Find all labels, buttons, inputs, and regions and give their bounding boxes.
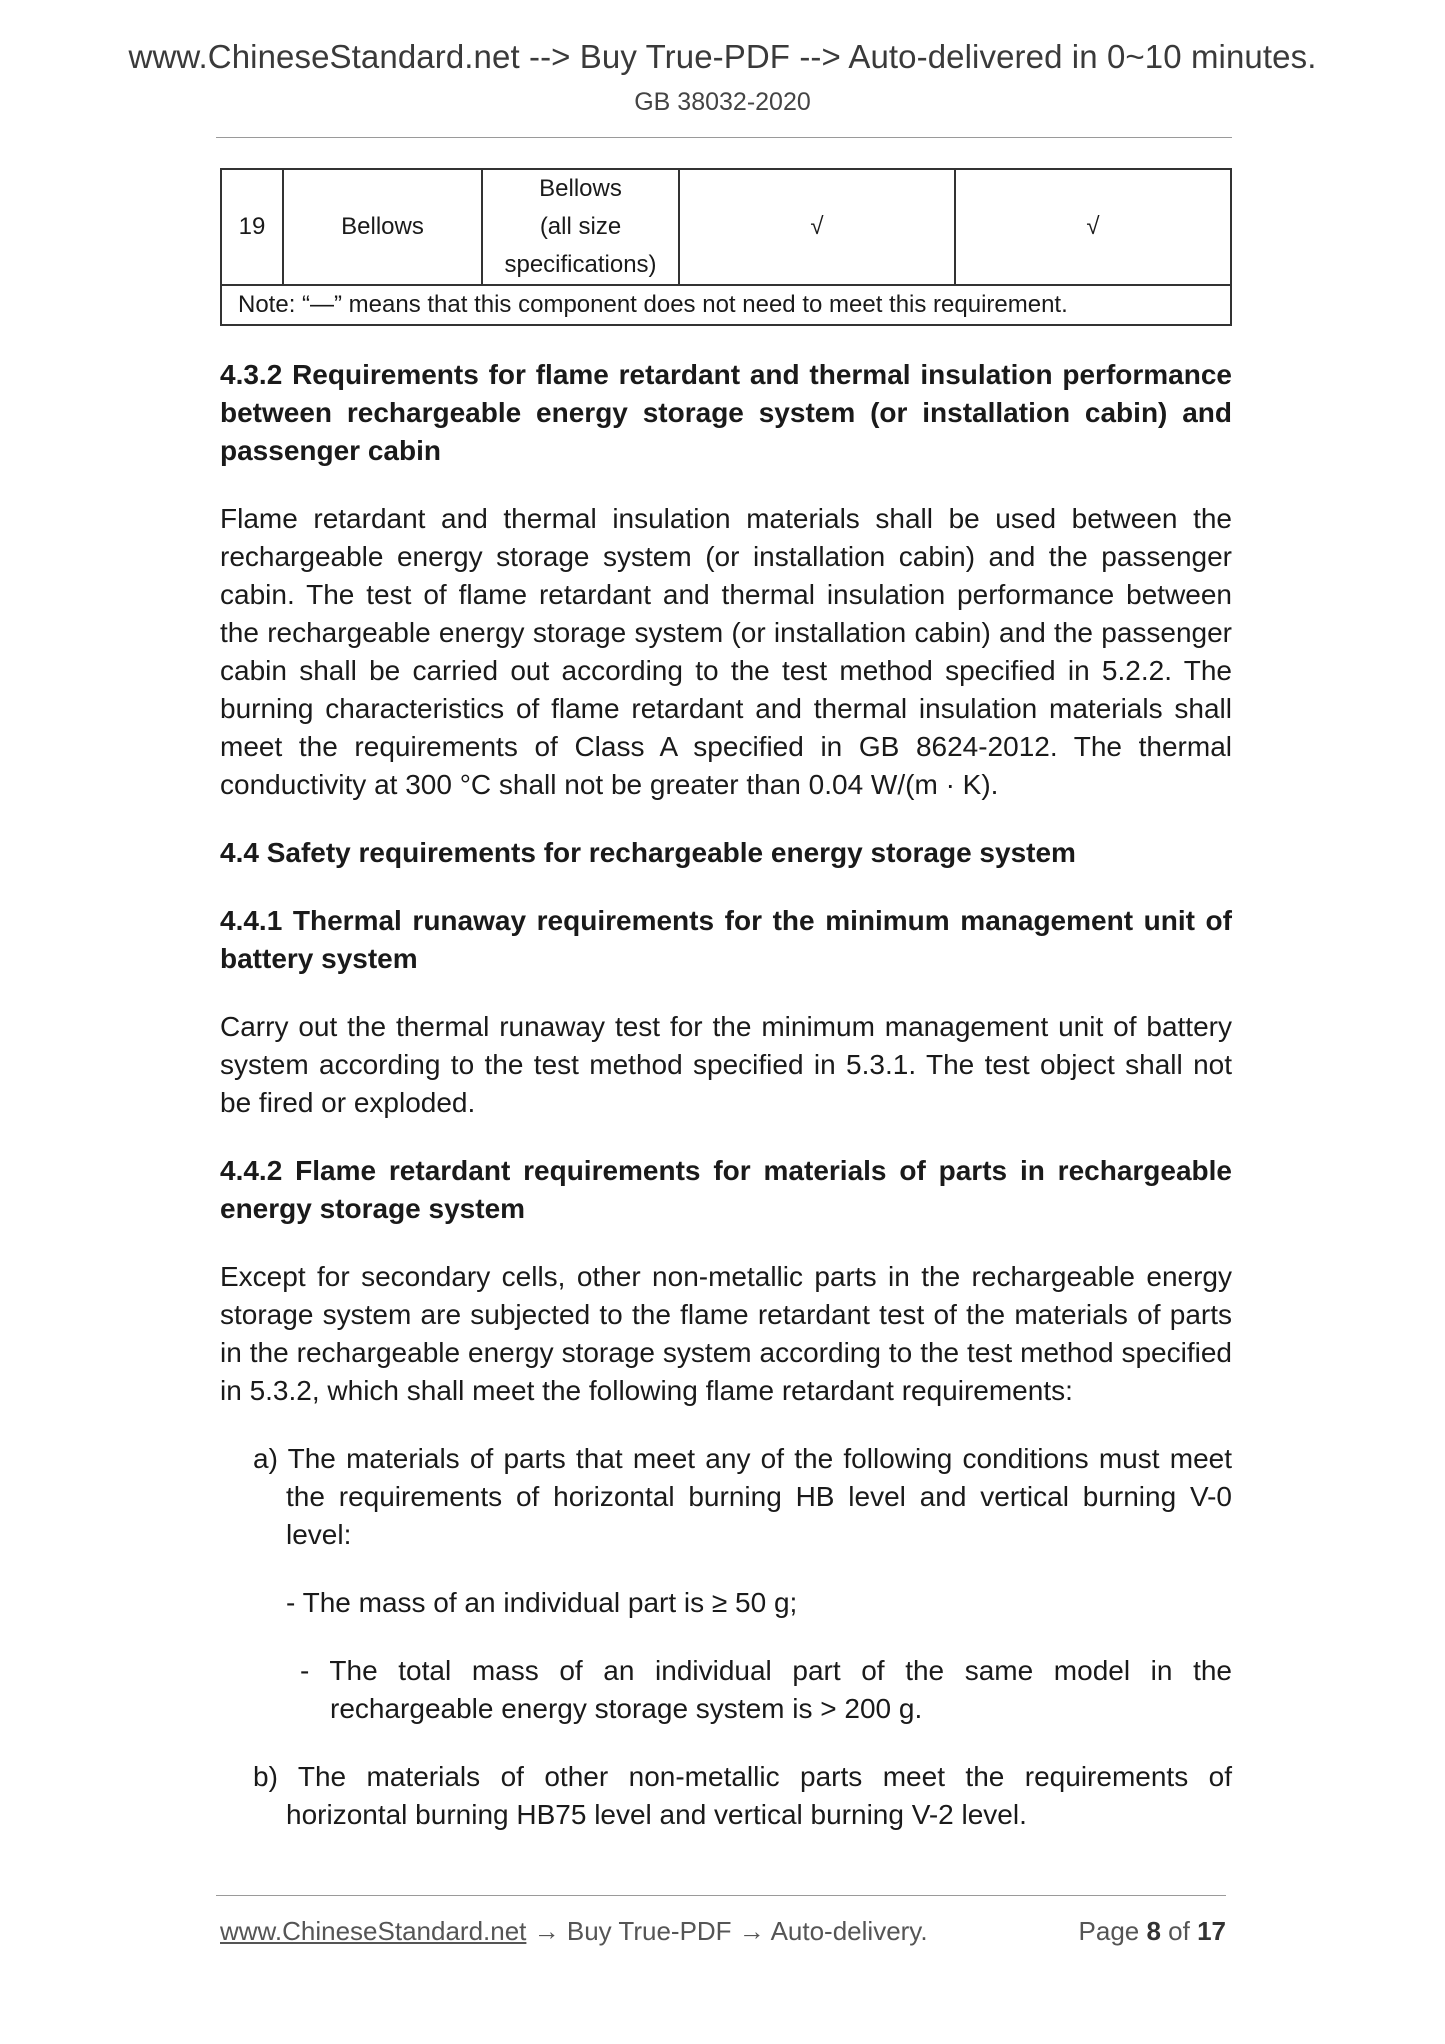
- section-4-4-1-body: Carry out the thermal runaway test for the minimum management unit of battery system according to the test method specified in 5.3.1. The test object shall not be fired or exploded.: [220, 1011, 1232, 1118]
- list-item-b: b) The materials of other non-metallic parts meet the requirements of horizontal burning HB75 level and vertical burning V-2 level.: [253, 1761, 1232, 1830]
- list-subitem-mass: - The mass of an individual part is ≥ 50 g;: [286, 1587, 798, 1618]
- section-4-4-1-title: 4.4.1 Thermal runaway requirements for the minimum management unit of battery system: [220, 905, 1232, 974]
- page-content: [220, 168, 1232, 1834]
- row-scope-line-2: (all size: [539, 213, 622, 240]
- page-footer: [220, 1916, 1226, 1947]
- footer-link[interactable]: www.ChineseStandard.net: [220, 1916, 527, 1946]
- section-4-3-2-title: 4.3.2 Requirements for flame retardant and thermal insulation performance between rechargeable energy storage system (or installation cabin) and passenger cabin: [220, 359, 1232, 466]
- row-check-2: √: [955, 169, 1231, 285]
- row-scope-line-3: specifications): [504, 251, 657, 278]
- row-scope: [482, 169, 679, 285]
- row-scope-line-1: Bellows: [539, 175, 622, 202]
- footer-divider: [216, 1895, 1226, 1896]
- section-4-4-title: 4.4 Safety requirements for rechargeable energy storage system: [220, 837, 1076, 868]
- row-check-1: √: [679, 169, 955, 285]
- table-note: Note: “—” means that this component does not need to meet this requirement.: [221, 285, 1231, 325]
- component-table: [220, 168, 1232, 326]
- table-note-row: [221, 285, 1231, 325]
- page-indicator: [1079, 1916, 1226, 1947]
- list-item-a: a) The materials of parts that meet any of the following conditions must meet the requirements of horizontal burning HB level and vertical burning V-0 level:: [253, 1443, 1232, 1550]
- header-banner: www.ChineseStandard.net --> Buy True-PDF --> Auto-delivered in 0~10 minutes.: [128, 38, 1317, 75]
- section-4-4-2-title: 4.4.2 Flame retardant requirements for materials of parts in rechargeable energy storage system: [220, 1155, 1232, 1224]
- page-of-label: of: [1160, 1916, 1198, 1946]
- page-label: Page: [1078, 1916, 1147, 1946]
- row-number: 19: [221, 169, 283, 285]
- document-code: GB 38032-2020: [634, 88, 811, 116]
- section-4-4-2-body: Except for secondary cells, other non-metallic parts in the rechargeable energy storage system are subjected to the flame retardant test of the materials of parts in the rechargeable energy storage system according to the test method specified in 5.3.2, which shall meet the following flame retardant requirements:: [220, 1261, 1232, 1406]
- page-total: 17: [1197, 1916, 1226, 1946]
- section-4-3-2-body: Flame retardant and thermal insulation materials shall be used between the rechargeable energy storage system (or installation cabin) and the passenger cabin. The test of flame retardant and thermal insulation performance between the rechargeable energy storage system (or installation cabin) and the passenger cabin shall be carried out according to the test method specified in 5.2.2. The burning characteristics of flame retardant and thermal insulation materials shall meet the requirements of Class A specified in GB 8624-2012. The thermal conductivity at 300 °C shall not be greater than 0.04 W/(m · K).: [220, 503, 1232, 800]
- page-number: 8: [1146, 1916, 1161, 1946]
- row-component: Bellows: [283, 169, 482, 285]
- table-row: [221, 169, 1231, 285]
- list-subitem-total-mass: - The total mass of an individual part of the same model in the rechargeable energy storage system is > 200 g.: [300, 1655, 1232, 1724]
- footer-tagline: → Buy True-PDF → Auto-delivery.: [526, 1916, 928, 1946]
- header-divider: [216, 137, 1232, 138]
